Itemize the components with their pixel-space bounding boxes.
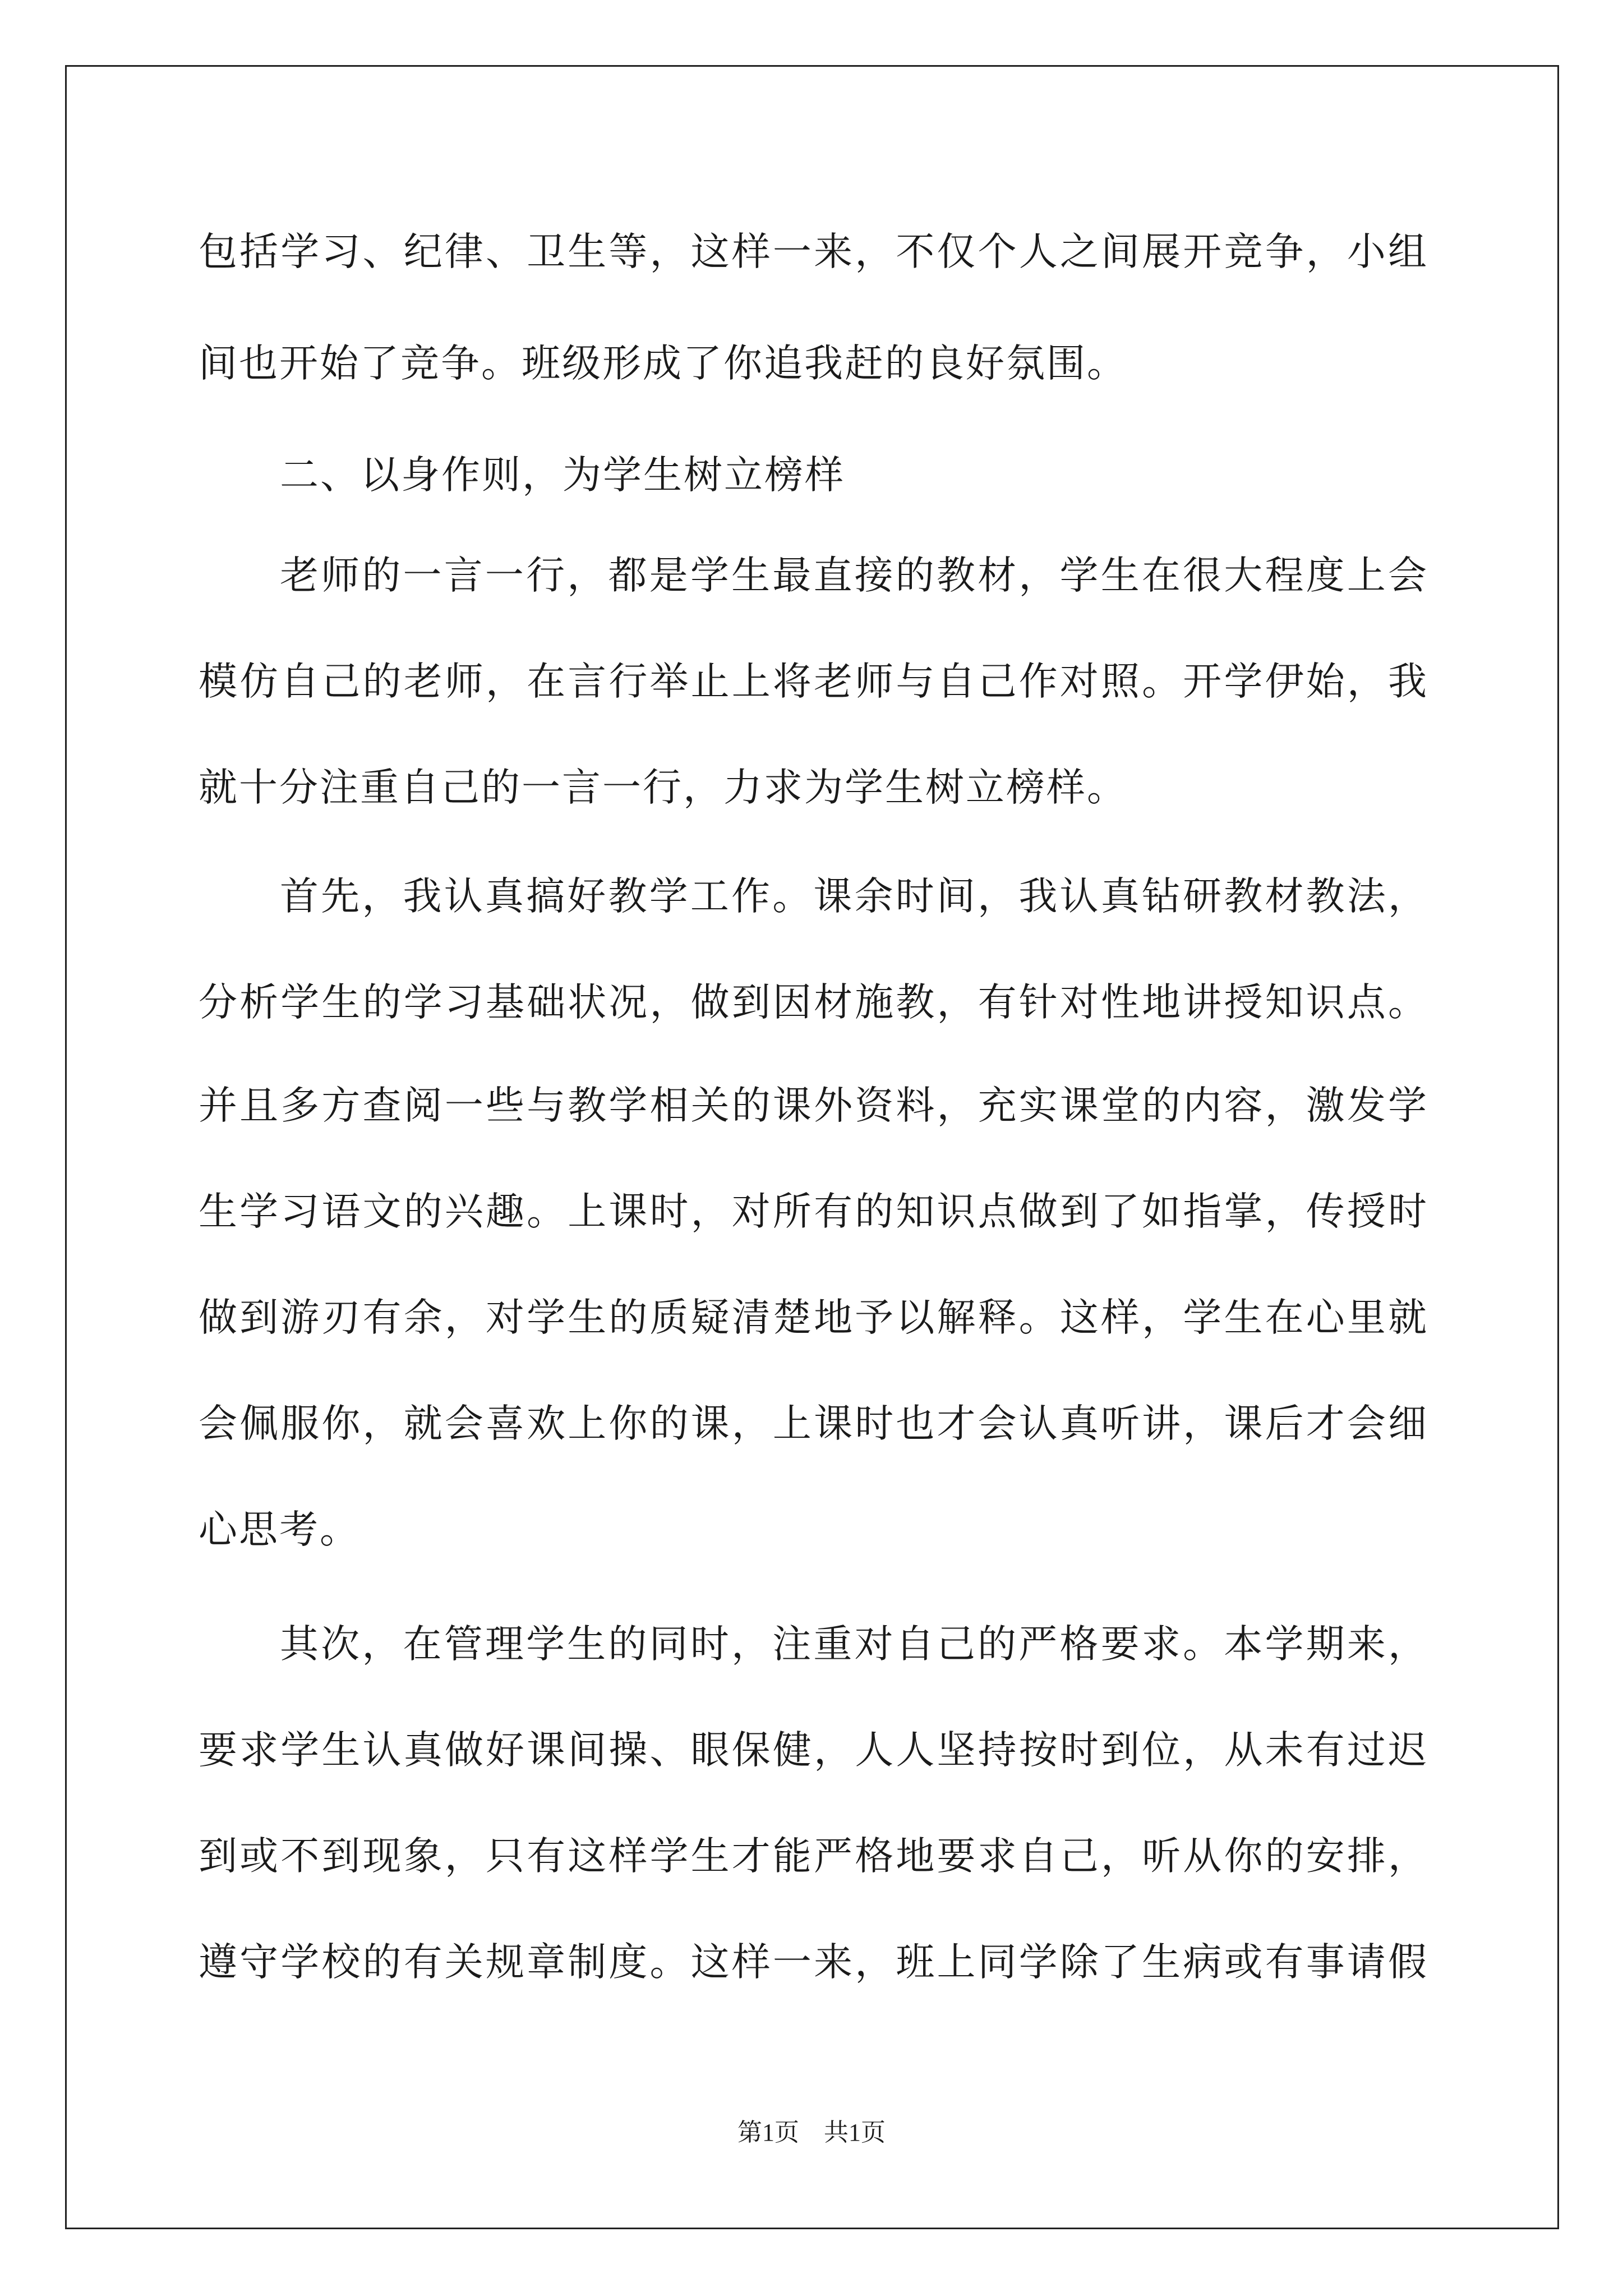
text-line: 包括学习、纪律、卫生等，这样一来，不仅个人之间展开竞争，小组: [199, 229, 1427, 274]
text-line: 到或不到现象，只有这样学生才能严格地要求自己，听从你的安排，: [199, 1834, 1427, 1879]
text-line: 首先，我认真搞好教学工作。课余时间，我认真钻研教材教法，: [280, 874, 1427, 919]
text-line: 生学习语文的兴趣。上课时，对所有的知识点做到了如指掌，传授时: [199, 1189, 1427, 1234]
text-line: 心思考。: [199, 1507, 360, 1552]
text-line: 遵守学校的有关规章制度。这样一来，班上同学除了生病或有事请假: [199, 1940, 1427, 1985]
section-heading: 二、以身作则，为学生树立榜样: [280, 453, 845, 498]
text-line: 就十分注重自己的一言一行，力求为学生树立榜样。: [199, 765, 1127, 810]
text-line: 分析学生的学习基础状况，做到因材施教，有针对性地讲授知识点。: [199, 980, 1427, 1025]
text-line: 老师的一言一行，都是学生最直接的教材，学生在很大程度上会: [280, 553, 1427, 598]
page-footer: [0, 2116, 1623, 2150]
total-pages: 共1页: [824, 2119, 886, 2146]
text-line: 模仿自己的老师，在言行举止上将老师与自己作对照。开学伊始，我: [199, 659, 1427, 704]
text-line: 间也开始了竞争。班级形成了你追我赶的良好氛围。: [199, 341, 1127, 386]
page-number: 第1页: [737, 2119, 799, 2146]
text-line: 会佩服你，就会喜欢上你的课，上课时也才会认真听讲，课后才会细: [199, 1401, 1427, 1446]
text-line: 并且多方查阅一些与教学相关的课外资料，充实课堂的内容，激发学: [199, 1083, 1427, 1128]
text-line: 做到游刃有余，对学生的质疑清楚地予以解释。这样，学生在心里就: [199, 1295, 1427, 1340]
text-line: 其次，在管理学生的同时，注重对自己的严格要求。本学期来，: [280, 1622, 1427, 1667]
text-line: 要求学生认真做好课间操、眼保健，人人坚持按时到位，从未有过迟: [199, 1728, 1427, 1773]
